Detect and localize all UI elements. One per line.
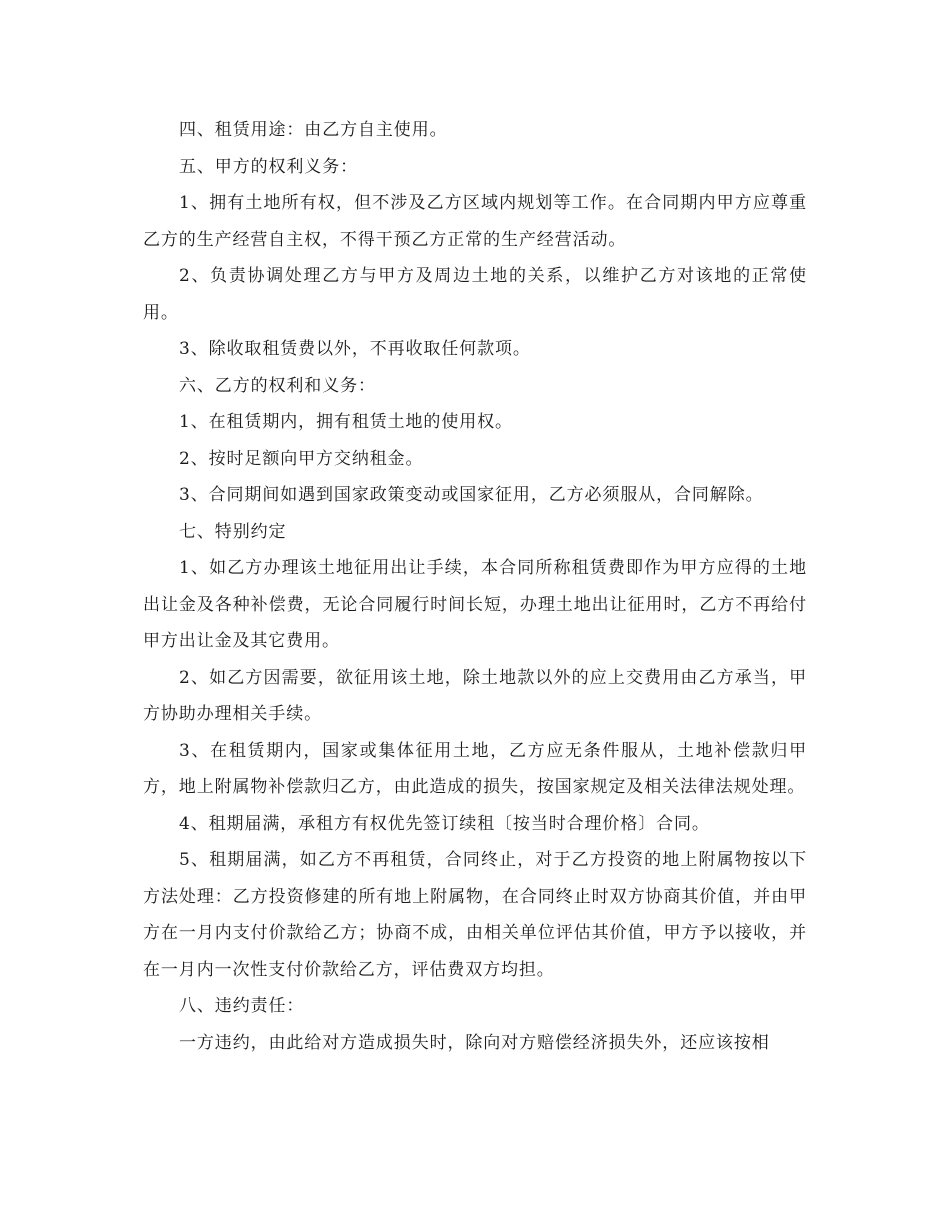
paragraph-special-1: 1、如乙方办理该土地征用出让手续，本合同所称租赁费即作为甲方应得的土地出让金及各种补偿费，无论合同履行时间长短，办理土地出让征用时，乙方不再给付甲方出让金及其它费用。: [143, 558, 807, 651]
heading-breach-liability: 八、违约责任：: [179, 996, 305, 1016]
paragraph-special-4: 4、租期届满，承租方有权优先签订续租〔按当时合理价格〕合同。: [179, 813, 710, 834]
paragraph-special-2: 2、如乙方因需要，欲征用该土地，除土地款以外的应上交费用由乙方承当，甲方协助办理相关手续。: [143, 667, 807, 724]
paragraph-party-b-1: 1、在租赁期内，拥有租赁土地的使用权。: [179, 412, 513, 432]
paragraph-party-b-3: 3、合同期间如遇到国家政策变动或国家征用，乙方必须服从，合同解除。: [179, 485, 764, 505]
paragraph-breach-1: 一方违约，由此给对方造成损失时，除向对方赔偿经济损失外，还应该按相: [179, 1032, 770, 1053]
paragraph-party-a-2: 2、负责协调处理乙方与甲方及周边土地的关系，以维护乙方对该地的正常使用。: [143, 266, 807, 323]
paragraph-party-a-3: 3、除收取租赁费以外，不再收取任何款项。: [179, 339, 531, 359]
paragraph-party-b-2: 2、按时足额向甲方交纳租金。: [179, 448, 424, 469]
heading-special-agreement: 七、特别约定: [179, 521, 287, 542]
paragraph-party-a-1: 1、拥有土地所有权，但不涉及乙方区域内规划等工作。在合同期内甲方应尊重乙方的生产经营自主权，不得干预乙方正常的生产经营活动。: [143, 193, 807, 250]
paragraph-special-3: 3、在租赁期内，国家或集体征用土地，乙方应无条件服从，土地补偿款归甲方，地上附属物补偿款归乙方，由此造成的损失，按国家规定及相关法律法规处理。: [143, 740, 807, 797]
document-body: [143, 112, 807, 1061]
paragraph-usage: 四、租赁用途：由乙方自主使用。: [179, 120, 448, 140]
heading-party-a-rights: 五、甲方的权利义务：: [179, 156, 358, 177]
heading-party-b-rights: 六、乙方的权利和义务：: [179, 375, 376, 396]
paragraph-special-5: 5、租期届满，如乙方不再租赁，合同终止，对于乙方投资的地上附属物按以下方法处理：乙方投资修建的所有地上附属物，在合同终止时双方协商其价值，并由甲方在一月内支付价款给乙方；协商不成，由相关单位评估其价值，甲方予以接收，并在一月内一次性支付价款给乙方，评估费双方均担。: [143, 850, 807, 980]
